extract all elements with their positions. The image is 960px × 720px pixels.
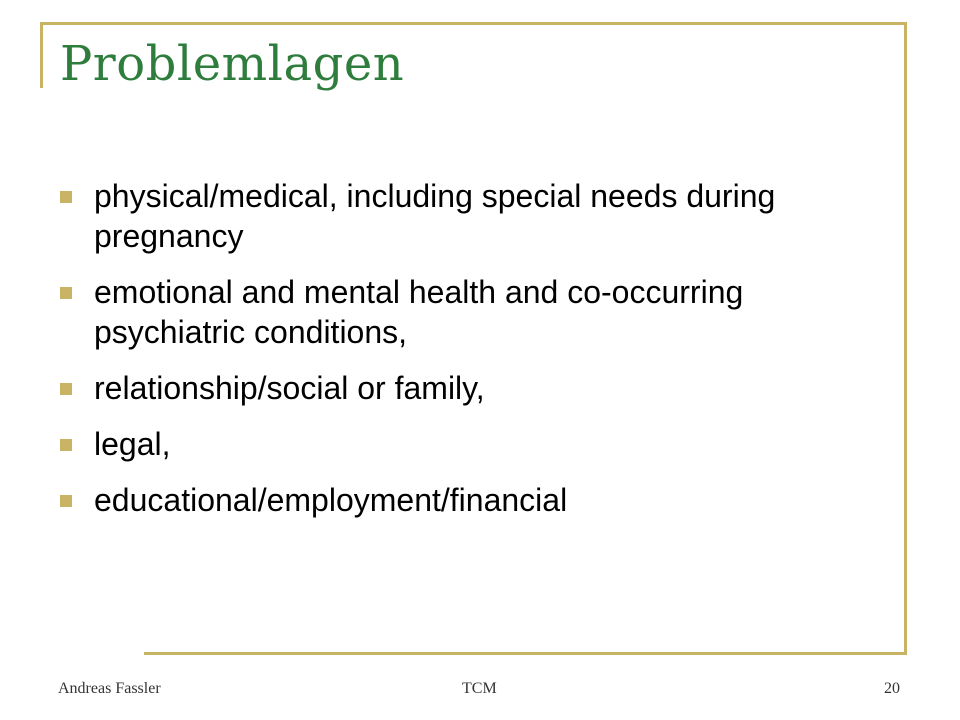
bullet-text: physical/medical, including special needs during pregnancy <box>94 178 776 254</box>
bullet-item <box>60 480 850 520</box>
bullet-text: emotional and mental health and co-occurring psychiatric conditions, <box>94 274 744 350</box>
footer-author: Andreas Fassler <box>58 680 161 697</box>
frame-top-line <box>40 22 904 25</box>
square-bullet-icon <box>60 191 72 203</box>
frame-bottom-line <box>144 652 907 655</box>
frame-right-line <box>904 22 907 655</box>
square-bullet-icon <box>60 439 72 451</box>
square-bullet-icon <box>60 287 72 299</box>
bullet-text: relationship/social or family, <box>94 370 485 406</box>
slide-title: Problemlagen <box>60 36 405 92</box>
bullet-text: educational/employment/financial <box>94 482 568 518</box>
footer-center-label: TCM <box>462 680 497 697</box>
bullet-item <box>60 272 850 352</box>
bullet-item <box>60 176 850 256</box>
frame-left-line <box>40 22 43 88</box>
page-number: 20 <box>884 680 900 697</box>
bullet-item <box>60 368 850 408</box>
bullet-list <box>60 176 850 536</box>
square-bullet-icon <box>60 495 72 507</box>
bullet-text: legal, <box>94 426 171 462</box>
bullet-item <box>60 424 850 464</box>
square-bullet-icon <box>60 383 72 395</box>
